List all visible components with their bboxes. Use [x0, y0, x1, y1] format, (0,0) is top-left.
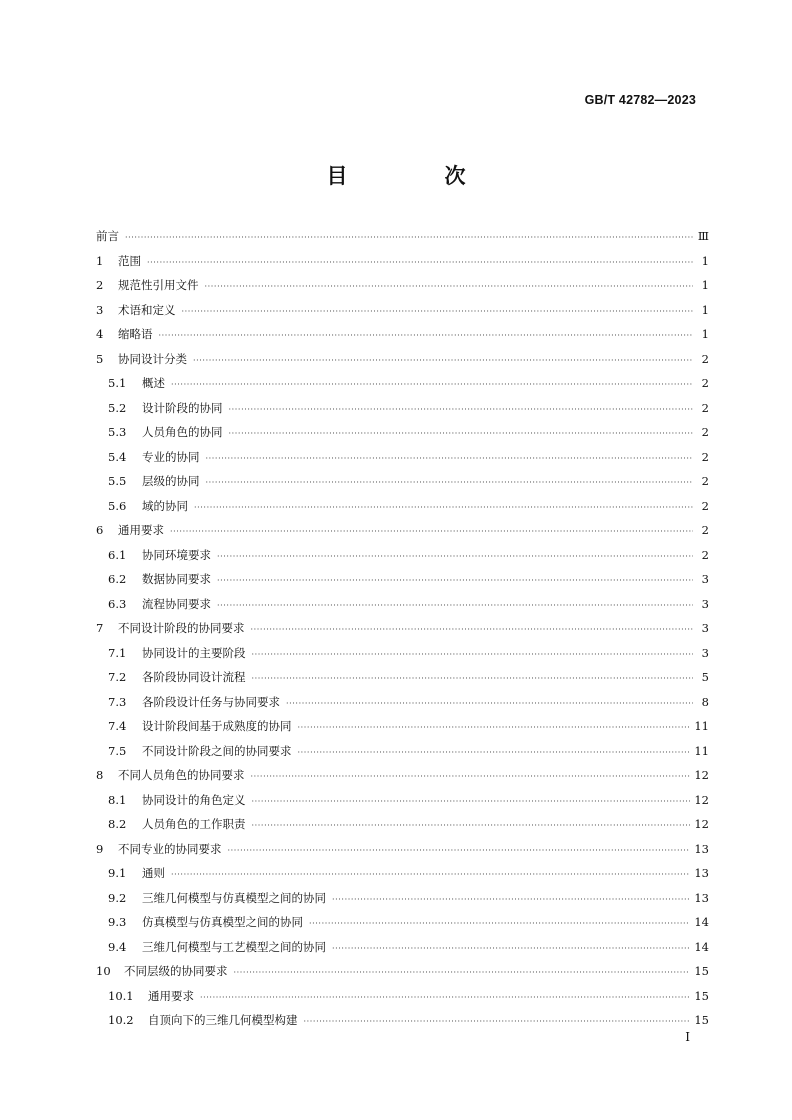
toc-entry-page: 3	[701, 596, 709, 611]
page-number: I	[685, 1030, 690, 1044]
toc-entry-page: Ⅲ	[697, 229, 709, 243]
toc-entry-page: 2	[701, 523, 709, 537]
toc-entry[interactable]	[96, 322, 709, 347]
toc-subentry[interactable]	[96, 690, 709, 715]
toc-entry-number: 8.2	[108, 817, 127, 831]
toc-entry-page: 2	[701, 351, 709, 366]
toc-entry[interactable]	[96, 837, 709, 862]
toc-entry-page: 3	[701, 572, 709, 586]
toc-entry-title: 流程协同要求	[142, 596, 211, 611]
toc-subentry[interactable]	[96, 665, 709, 690]
page-title: 目 次	[326, 164, 504, 188]
toc-entry-page: 13	[694, 866, 709, 880]
toc-dot-leader	[251, 618, 694, 641]
toc-entry[interactable]	[96, 224, 709, 249]
toc-entry-page: 13	[694, 890, 709, 905]
toc-dot-leader	[298, 741, 691, 764]
toc-entry-page: 2	[701, 474, 709, 488]
toc-entry-page: 13	[694, 841, 709, 856]
toc-entry-number: 7.5	[108, 743, 127, 758]
table-of-contents	[96, 224, 709, 1033]
toc-entry-title: 不同设计阶段之间的协同要求	[142, 743, 292, 758]
toc-entry-number: 9.3	[108, 915, 127, 929]
toc-entry-number: 7.1	[108, 645, 127, 660]
toc-dot-leader	[170, 520, 693, 543]
toc-entry[interactable]	[96, 518, 709, 543]
toc-dot-leader	[125, 226, 693, 249]
toc-dot-leader	[200, 986, 690, 1009]
toc-subentry[interactable]	[96, 739, 709, 764]
toc-dot-leader	[182, 300, 694, 323]
toc-entry-page: 11	[694, 719, 709, 733]
toc-entry-title: 域的协同	[142, 498, 188, 513]
toc-entry-number: 5.6	[108, 498, 127, 513]
toc-entry-page: 12	[694, 768, 709, 782]
toc-entry-number: 7.3	[108, 694, 127, 709]
toc-entry-number: 1	[96, 253, 104, 268]
toc-entry-title: 不同专业的协同要求	[118, 841, 222, 856]
toc-entry-title: 协同设计的角色定义	[142, 792, 246, 807]
toc-entry-number: 5.5	[108, 474, 127, 488]
toc-entry-page: 14	[694, 915, 709, 929]
toc-entry-title: 人员角色的协同	[142, 425, 223, 439]
toc-entry-page: 5	[701, 670, 709, 684]
toc-subentry[interactable]	[96, 396, 709, 421]
toc-subentry[interactable]	[96, 371, 709, 396]
toc-subentry[interactable]	[96, 861, 709, 886]
toc-entry-page: 12	[694, 817, 709, 831]
toc-entry-page: 2	[701, 547, 709, 562]
toc-entry-page: 3	[701, 621, 709, 635]
toc-entry-number: 7.2	[108, 670, 127, 684]
toc-entry-title: 术语和定义	[118, 302, 176, 317]
standard-code: GB/T 42782—2023	[584, 93, 696, 107]
toc-entry-number: 2	[96, 278, 104, 292]
toc-entry-number: 8	[96, 768, 104, 782]
toc-dot-leader	[217, 569, 693, 592]
toc-entry-page: 15	[694, 1013, 709, 1027]
toc-entry-number: 5.1	[108, 376, 127, 390]
toc-entry-page: 2	[701, 425, 709, 439]
toc-entry-number: 7	[96, 621, 104, 635]
toc-subentry[interactable]	[96, 592, 709, 617]
toc-subentry[interactable]	[96, 494, 709, 519]
toc-entry-page: 12	[694, 792, 709, 807]
toc-subentry[interactable]	[96, 812, 709, 837]
toc-entry-number: 5.3	[108, 425, 127, 439]
toc-subentry[interactable]	[96, 788, 709, 813]
toc-dot-leader	[229, 398, 694, 421]
toc-entry-title: 仿真模型与仿真模型之间的协同	[142, 915, 303, 929]
toc-entry-title: 各阶段设计任务与协同要求	[142, 694, 280, 709]
toc-dot-leader	[298, 716, 691, 739]
toc-entry-page: 1	[701, 278, 709, 292]
toc-entry-number: 3	[96, 302, 104, 317]
toc-entry-title: 自顶向下的三维几何模型构建	[148, 1013, 298, 1027]
toc-dot-leader	[228, 839, 691, 862]
toc-entry-number: 8.1	[108, 792, 127, 807]
toc-entry-page: 14	[694, 939, 709, 954]
toc-entry-number: 10.2	[108, 1013, 134, 1027]
toc-entry[interactable]	[96, 298, 709, 323]
toc-entry-page: 2	[701, 498, 709, 513]
toc-dot-leader	[147, 251, 693, 274]
toc-dot-leader	[304, 1010, 691, 1033]
toc-entry-page: 2	[701, 449, 709, 464]
toc-entry-number: 5.2	[108, 400, 127, 415]
toc-dot-leader	[234, 961, 691, 984]
toc-entry[interactable]	[96, 347, 709, 372]
toc-dot-leader	[286, 692, 693, 715]
toc-entry-number: 4	[96, 327, 104, 341]
toc-entry-title: 协同环境要求	[142, 547, 211, 562]
toc-dot-leader	[252, 814, 691, 837]
toc-dot-leader	[194, 496, 693, 519]
toc-entry-number: 6.1	[108, 547, 127, 562]
toc-subentry[interactable]	[96, 420, 709, 445]
toc-entry-title: 协同设计的主要阶段	[142, 645, 246, 660]
toc-dot-leader	[206, 447, 694, 470]
toc-dot-leader	[171, 863, 690, 886]
toc-entry-title: 通则	[142, 866, 165, 880]
toc-subentry[interactable]	[96, 714, 709, 739]
toc-entry-title: 不同层级的协同要求	[124, 964, 228, 978]
toc-subentry[interactable]	[96, 641, 709, 666]
toc-entry-page: 15	[694, 964, 709, 978]
toc-dot-leader	[171, 373, 693, 396]
toc-entry-title: 通用要求	[148, 988, 194, 1003]
toc-entry-number: 6.3	[108, 596, 127, 611]
toc-entry-number: 6.2	[108, 572, 127, 586]
toc-dot-leader	[229, 422, 694, 445]
toc-dot-leader	[159, 324, 694, 347]
toc-subentry[interactable]	[96, 886, 709, 911]
toc-entry-page: 2	[701, 376, 709, 390]
toc-entry-title: 专业的协同	[142, 449, 200, 464]
toc-dot-leader	[217, 545, 693, 568]
toc-entry-title: 三维几何模型与工艺模型之间的协同	[142, 939, 326, 954]
toc-entry-number: 5	[96, 351, 104, 366]
toc-dot-leader	[205, 275, 694, 298]
toc-dot-leader	[332, 888, 690, 911]
toc-dot-leader	[217, 594, 693, 617]
toc-entry-number: 10.1	[108, 988, 134, 1003]
toc-entry-title: 三维几何模型与仿真模型之间的协同	[142, 890, 326, 905]
toc-subentry[interactable]	[96, 910, 709, 935]
toc-subentry[interactable]	[96, 445, 709, 470]
toc-entry-number: 9.2	[108, 890, 127, 905]
toc-entry-title: 人员角色的工作职责	[142, 817, 246, 831]
toc-subentry[interactable]	[96, 984, 709, 1009]
toc-entry[interactable]	[96, 959, 709, 984]
toc-entry-page: 2	[701, 400, 709, 415]
toc-entry-number: 9.1	[108, 866, 127, 880]
toc-entry-number: 7.4	[108, 719, 127, 733]
toc-dot-leader	[252, 643, 694, 666]
toc-dot-leader	[252, 790, 691, 813]
toc-entry-title: 缩略语	[118, 327, 153, 341]
toc-entry-title: 前言	[96, 229, 119, 243]
toc-entry-number: 10	[96, 964, 111, 978]
toc-entry-title: 范围	[118, 253, 141, 268]
toc-entry-title: 概述	[142, 376, 165, 390]
toc-dot-leader	[193, 349, 693, 372]
toc-subentry[interactable]	[96, 543, 709, 568]
toc-entry-page: 1	[701, 253, 709, 268]
toc-entry-number: 9.4	[108, 939, 127, 954]
toc-entry[interactable]	[96, 763, 709, 788]
toc-entry-title: 不同人员角色的协同要求	[118, 768, 245, 782]
toc-entry-title: 层级的协同	[142, 474, 200, 488]
toc-dot-leader	[206, 471, 694, 494]
toc-entry-title: 设计阶段的协同	[142, 400, 223, 415]
toc-dot-leader	[332, 937, 690, 960]
toc-entry-title: 通用要求	[118, 523, 164, 537]
toc-entry-title: 规范性引用文件	[118, 278, 199, 292]
toc-entry-page: 3	[701, 645, 709, 660]
toc-entry[interactable]	[96, 249, 709, 274]
toc-subentry[interactable]	[96, 469, 709, 494]
toc-subentry[interactable]	[96, 935, 709, 960]
toc-entry-page: 15	[694, 988, 709, 1003]
toc-entry-page: 11	[694, 743, 709, 758]
toc-dot-leader	[251, 765, 691, 788]
toc-subentry[interactable]	[96, 567, 709, 592]
toc-entry-title: 协同设计分类	[118, 351, 187, 366]
toc-entry-number: 6	[96, 523, 104, 537]
toc-entry-number: 9	[96, 841, 104, 856]
toc-dot-leader	[252, 667, 694, 690]
toc-entry-page: 1	[701, 302, 709, 317]
toc-entry-title: 数据协同要求	[142, 572, 211, 586]
toc-dot-leader	[309, 912, 690, 935]
toc-entry-title: 不同设计阶段的协同要求	[118, 621, 245, 635]
toc-entry-page: 8	[701, 694, 709, 709]
toc-entry-title: 各阶段协同设计流程	[142, 670, 246, 684]
toc-entry-title: 设计阶段间基于成熟度的协同	[142, 719, 292, 733]
toc-subentry[interactable]	[96, 1008, 709, 1033]
toc-entry[interactable]	[96, 273, 709, 298]
toc-entry[interactable]	[96, 616, 709, 641]
toc-entry-number: 5.4	[108, 449, 127, 464]
toc-entry-page: 1	[701, 327, 709, 341]
